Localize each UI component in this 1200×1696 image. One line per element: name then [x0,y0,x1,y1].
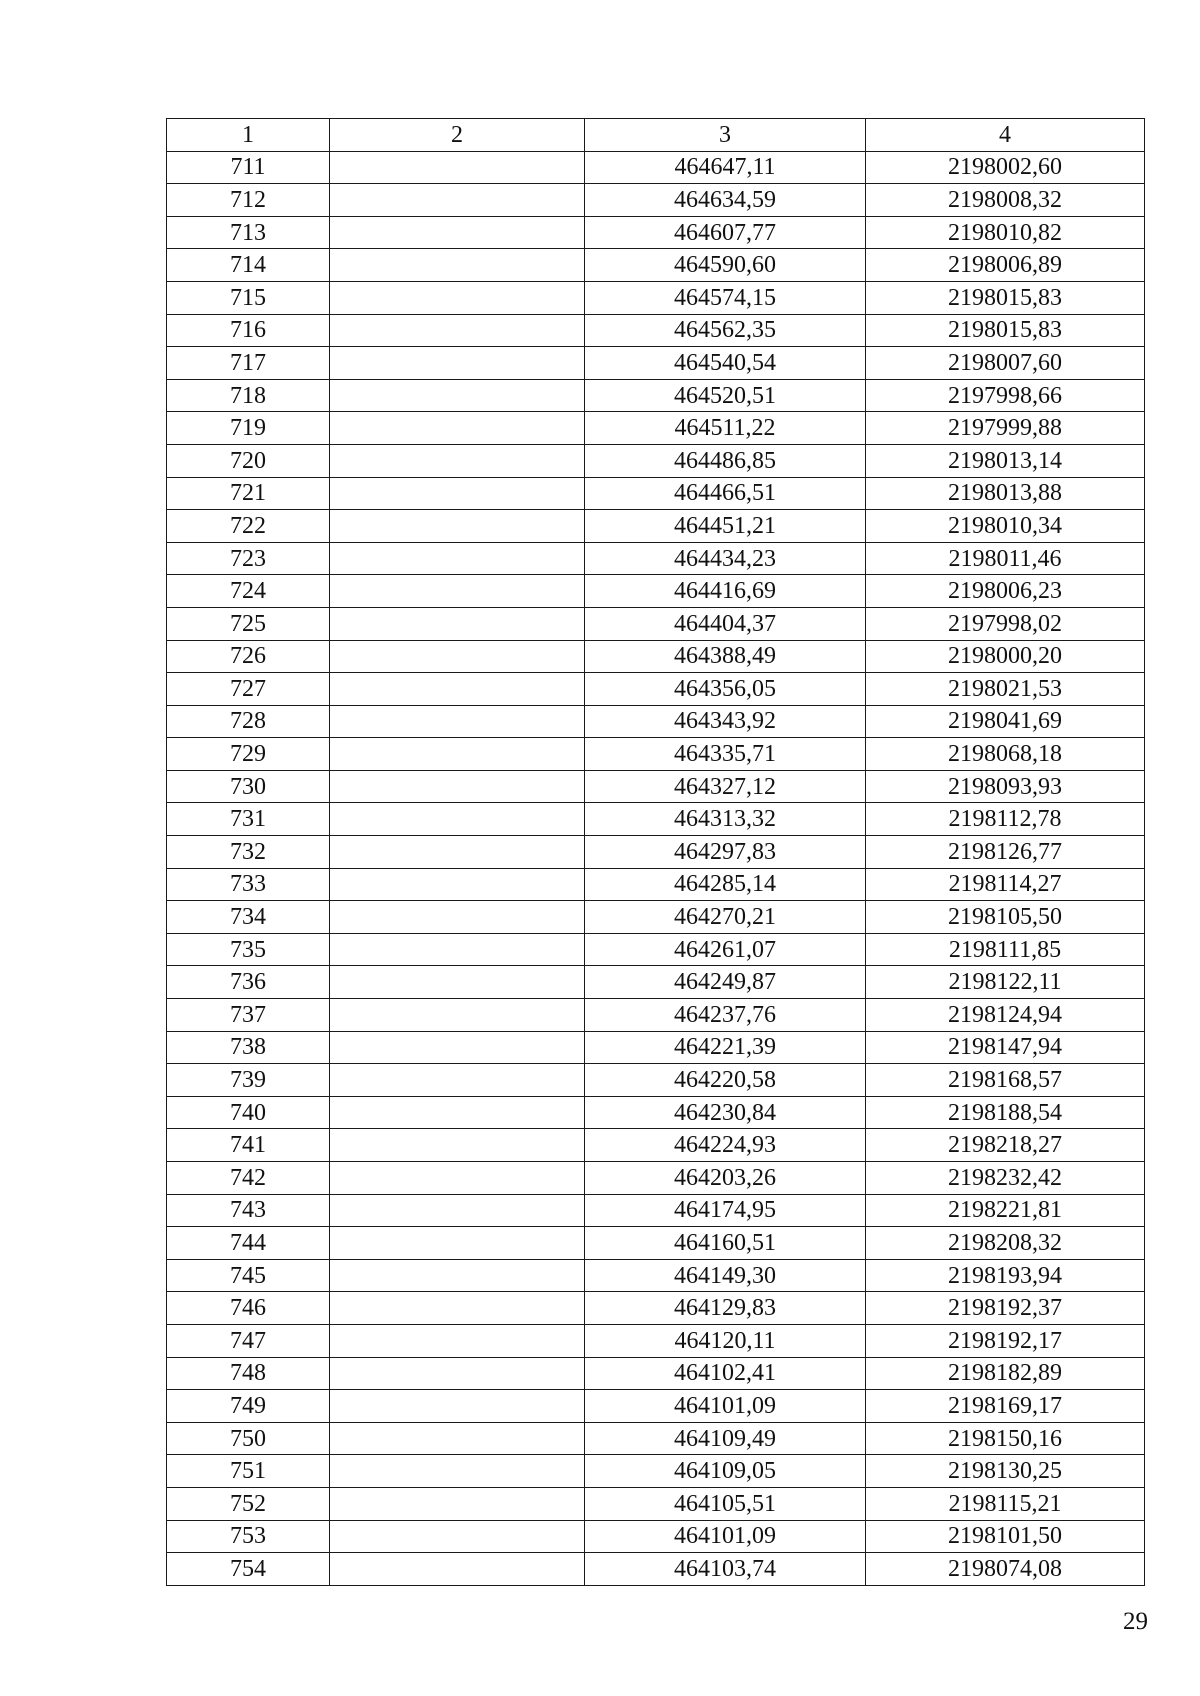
y-coordinate-cell: 2198193,94 [866,1259,1145,1292]
description-cell [330,542,585,575]
point-number-cell: 723 [167,542,330,575]
y-coordinate-cell: 2198105,50 [866,901,1145,934]
point-number-cell: 747 [167,1324,330,1357]
x-coordinate-cell: 464335,71 [585,738,866,771]
point-number-cell: 732 [167,836,330,869]
point-number-cell: 717 [167,347,330,380]
point-number-cell: 753 [167,1520,330,1553]
x-coordinate-cell: 464230,84 [585,1096,866,1129]
description-cell [330,314,585,347]
x-coordinate-cell: 464149,30 [585,1259,866,1292]
description-cell [330,1553,585,1586]
table-row [167,1487,1145,1520]
x-coordinate-cell: 464388,49 [585,640,866,673]
description-cell [330,1357,585,1390]
y-coordinate-cell: 2198114,27 [866,868,1145,901]
x-coordinate-cell: 464647,11 [585,151,866,184]
table-row [167,249,1145,282]
y-coordinate-cell: 2198101,50 [866,1520,1145,1553]
x-coordinate-cell: 464120,11 [585,1324,866,1357]
x-coordinate-cell: 464574,15 [585,281,866,314]
description-cell [330,607,585,640]
x-coordinate-cell: 464343,92 [585,705,866,738]
column-header: 2 [330,119,585,152]
table-row [167,281,1145,314]
x-coordinate-cell: 464451,21 [585,510,866,543]
point-number-cell: 742 [167,1162,330,1195]
table-row [167,673,1145,706]
y-coordinate-cell: 2197998,66 [866,379,1145,412]
description-cell [330,281,585,314]
table-row [167,738,1145,771]
x-coordinate-cell: 464466,51 [585,477,866,510]
x-coordinate-cell: 464237,76 [585,999,866,1032]
page-number: 29 [1123,1608,1148,1635]
table-row [167,1324,1145,1357]
x-coordinate-cell: 464174,95 [585,1194,866,1227]
description-cell [330,640,585,673]
description-cell [330,966,585,999]
point-number-cell: 751 [167,1455,330,1488]
y-coordinate-cell: 2198015,83 [866,314,1145,347]
table-row [167,705,1145,738]
description-cell [330,1422,585,1455]
y-coordinate-cell: 2198068,18 [866,738,1145,771]
table-row [167,640,1145,673]
y-coordinate-cell: 2198002,60 [866,151,1145,184]
y-coordinate-cell: 2198010,34 [866,510,1145,543]
point-number-cell: 740 [167,1096,330,1129]
x-coordinate-cell: 464220,58 [585,1064,866,1097]
description-cell [330,477,585,510]
x-coordinate-cell: 464540,54 [585,347,866,380]
x-coordinate-cell: 464129,83 [585,1292,866,1325]
point-number-cell: 716 [167,314,330,347]
x-coordinate-cell: 464109,05 [585,1455,866,1488]
table-row [167,836,1145,869]
table-row [167,966,1145,999]
description-cell [330,1064,585,1097]
table-row [167,314,1145,347]
table-row [167,1292,1145,1325]
x-coordinate-cell: 464607,77 [585,216,866,249]
x-coordinate-cell: 464520,51 [585,379,866,412]
description-cell [330,575,585,608]
x-coordinate-cell: 464101,09 [585,1390,866,1423]
x-coordinate-cell: 464590,60 [585,249,866,282]
x-coordinate-cell: 464103,74 [585,1553,866,1586]
y-coordinate-cell: 2198218,27 [866,1129,1145,1162]
description-cell [330,1292,585,1325]
x-coordinate-cell: 464511,22 [585,412,866,445]
y-coordinate-cell: 2198093,93 [866,770,1145,803]
x-coordinate-cell: 464203,26 [585,1162,866,1195]
point-number-cell: 714 [167,249,330,282]
x-coordinate-cell: 464270,21 [585,901,866,934]
description-cell [330,1487,585,1520]
table-row [167,1162,1145,1195]
y-coordinate-cell: 2198010,82 [866,216,1145,249]
description-cell [330,216,585,249]
table-row [167,510,1145,543]
point-number-cell: 728 [167,705,330,738]
point-number-cell: 721 [167,477,330,510]
y-coordinate-cell: 2198124,94 [866,999,1145,1032]
point-number-cell: 737 [167,999,330,1032]
y-coordinate-cell: 2198192,37 [866,1292,1145,1325]
table-row [167,151,1145,184]
y-coordinate-cell: 2198015,83 [866,281,1145,314]
point-number-cell: 754 [167,1553,330,1586]
table-row [167,1129,1145,1162]
description-cell [330,738,585,771]
point-number-cell: 711 [167,151,330,184]
description-cell [330,999,585,1032]
description-cell [330,901,585,934]
description-cell [330,249,585,282]
y-coordinate-cell: 2198074,08 [866,1553,1145,1586]
y-coordinate-cell: 2198115,21 [866,1487,1145,1520]
y-coordinate-cell: 2198006,23 [866,575,1145,608]
point-number-cell: 726 [167,640,330,673]
description-cell [330,184,585,217]
point-number-cell: 744 [167,1227,330,1260]
description-cell [330,1096,585,1129]
table-row [167,184,1145,217]
y-coordinate-cell: 2198000,20 [866,640,1145,673]
table-row [167,803,1145,836]
table-row [167,542,1145,575]
x-coordinate-cell: 464102,41 [585,1357,866,1390]
table-row [167,868,1145,901]
x-coordinate-cell: 464285,14 [585,868,866,901]
x-coordinate-cell: 464101,09 [585,1520,866,1553]
table-row [167,999,1145,1032]
description-cell [330,836,585,869]
description-cell [330,705,585,738]
x-coordinate-cell: 464634,59 [585,184,866,217]
y-coordinate-cell: 2198021,53 [866,673,1145,706]
y-coordinate-cell: 2198013,88 [866,477,1145,510]
x-coordinate-cell: 464327,12 [585,770,866,803]
point-number-cell: 750 [167,1422,330,1455]
x-coordinate-cell: 464434,23 [585,542,866,575]
table-row [167,379,1145,412]
description-cell [330,1520,585,1553]
table-row [167,575,1145,608]
description-cell [330,1324,585,1357]
y-coordinate-cell: 2198232,42 [866,1162,1145,1195]
point-number-cell: 730 [167,770,330,803]
point-number-cell: 741 [167,1129,330,1162]
column-header: 3 [585,119,866,152]
y-coordinate-cell: 2198182,89 [866,1357,1145,1390]
x-coordinate-cell: 464562,35 [585,314,866,347]
y-coordinate-cell: 2198130,25 [866,1455,1145,1488]
point-number-cell: 733 [167,868,330,901]
y-coordinate-cell: 2198122,11 [866,966,1145,999]
point-number-cell: 713 [167,216,330,249]
x-coordinate-cell: 464416,69 [585,575,866,608]
point-number-cell: 729 [167,738,330,771]
y-coordinate-cell: 2198188,54 [866,1096,1145,1129]
point-number-cell: 718 [167,379,330,412]
table-row [167,1194,1145,1227]
description-cell [330,1194,585,1227]
y-coordinate-cell: 2198221,81 [866,1194,1145,1227]
point-number-cell: 743 [167,1194,330,1227]
description-cell [330,1390,585,1423]
description-cell [330,1129,585,1162]
point-number-cell: 738 [167,1031,330,1064]
description-cell [330,933,585,966]
y-coordinate-cell: 2198147,94 [866,1031,1145,1064]
point-number-cell: 715 [167,281,330,314]
x-coordinate-cell: 464297,83 [585,836,866,869]
description-cell [330,868,585,901]
x-coordinate-cell: 464486,85 [585,444,866,477]
y-coordinate-cell: 2198169,17 [866,1390,1145,1423]
y-coordinate-cell: 2197998,02 [866,607,1145,640]
table-row [167,1455,1145,1488]
description-cell [330,803,585,836]
table-row [167,901,1145,934]
point-number-cell: 746 [167,1292,330,1325]
description-cell [330,1227,585,1260]
table-row [167,216,1145,249]
description-cell [330,151,585,184]
table-row [167,1259,1145,1292]
x-coordinate-cell: 464249,87 [585,966,866,999]
y-coordinate-cell: 2198112,78 [866,803,1145,836]
y-coordinate-cell: 2198126,77 [866,836,1145,869]
x-coordinate-cell: 464404,37 [585,607,866,640]
y-coordinate-cell: 2198111,85 [866,933,1145,966]
y-coordinate-cell: 2198013,14 [866,444,1145,477]
y-coordinate-cell: 2197999,88 [866,412,1145,445]
point-number-cell: 736 [167,966,330,999]
x-coordinate-cell: 464313,32 [585,803,866,836]
y-coordinate-cell: 2198192,17 [866,1324,1145,1357]
description-cell [330,510,585,543]
x-coordinate-cell: 464356,05 [585,673,866,706]
point-number-cell: 735 [167,933,330,966]
x-coordinate-cell: 464261,07 [585,933,866,966]
point-number-cell: 727 [167,673,330,706]
description-cell [330,1455,585,1488]
point-number-cell: 722 [167,510,330,543]
description-cell [330,1162,585,1195]
point-number-cell: 748 [167,1357,330,1390]
description-cell [330,770,585,803]
y-coordinate-cell: 2198011,46 [866,542,1145,575]
description-cell [330,673,585,706]
description-cell [330,412,585,445]
point-number-cell: 724 [167,575,330,608]
x-coordinate-cell: 464105,51 [585,1487,866,1520]
table-row [167,412,1145,445]
point-number-cell: 712 [167,184,330,217]
column-header: 4 [866,119,1145,152]
description-cell [330,379,585,412]
y-coordinate-cell: 2198168,57 [866,1064,1145,1097]
table-row [167,347,1145,380]
table-row [167,477,1145,510]
table-row [167,1520,1145,1553]
table-row [167,1422,1145,1455]
y-coordinate-cell: 2198208,32 [866,1227,1145,1260]
table-row [167,1064,1145,1097]
table-row [167,1553,1145,1586]
y-coordinate-cell: 2198150,16 [866,1422,1145,1455]
table-body [167,151,1145,1585]
table-row [167,933,1145,966]
y-coordinate-cell: 2198008,32 [866,184,1145,217]
point-number-cell: 731 [167,803,330,836]
table-row [167,1031,1145,1064]
table-row [167,444,1145,477]
x-coordinate-cell: 464160,51 [585,1227,866,1260]
y-coordinate-cell: 2198041,69 [866,705,1145,738]
point-number-cell: 720 [167,444,330,477]
point-number-cell: 734 [167,901,330,934]
point-number-cell: 719 [167,412,330,445]
point-number-cell: 752 [167,1487,330,1520]
description-cell [330,1031,585,1064]
x-coordinate-cell: 464224,93 [585,1129,866,1162]
x-coordinate-cell: 464221,39 [585,1031,866,1064]
table-header-row [167,119,1145,152]
description-cell [330,347,585,380]
point-number-cell: 739 [167,1064,330,1097]
table-row [167,1357,1145,1390]
table-row [167,770,1145,803]
coordinates-table [166,118,1145,1586]
x-coordinate-cell: 464109,49 [585,1422,866,1455]
table-row [167,607,1145,640]
description-cell [330,1259,585,1292]
table-row [167,1227,1145,1260]
description-cell [330,444,585,477]
table-row [167,1096,1145,1129]
point-number-cell: 745 [167,1259,330,1292]
point-number-cell: 749 [167,1390,330,1423]
point-number-cell: 725 [167,607,330,640]
table-row [167,1390,1145,1423]
column-header: 1 [167,119,330,152]
y-coordinate-cell: 2198006,89 [866,249,1145,282]
y-coordinate-cell: 2198007,60 [866,347,1145,380]
